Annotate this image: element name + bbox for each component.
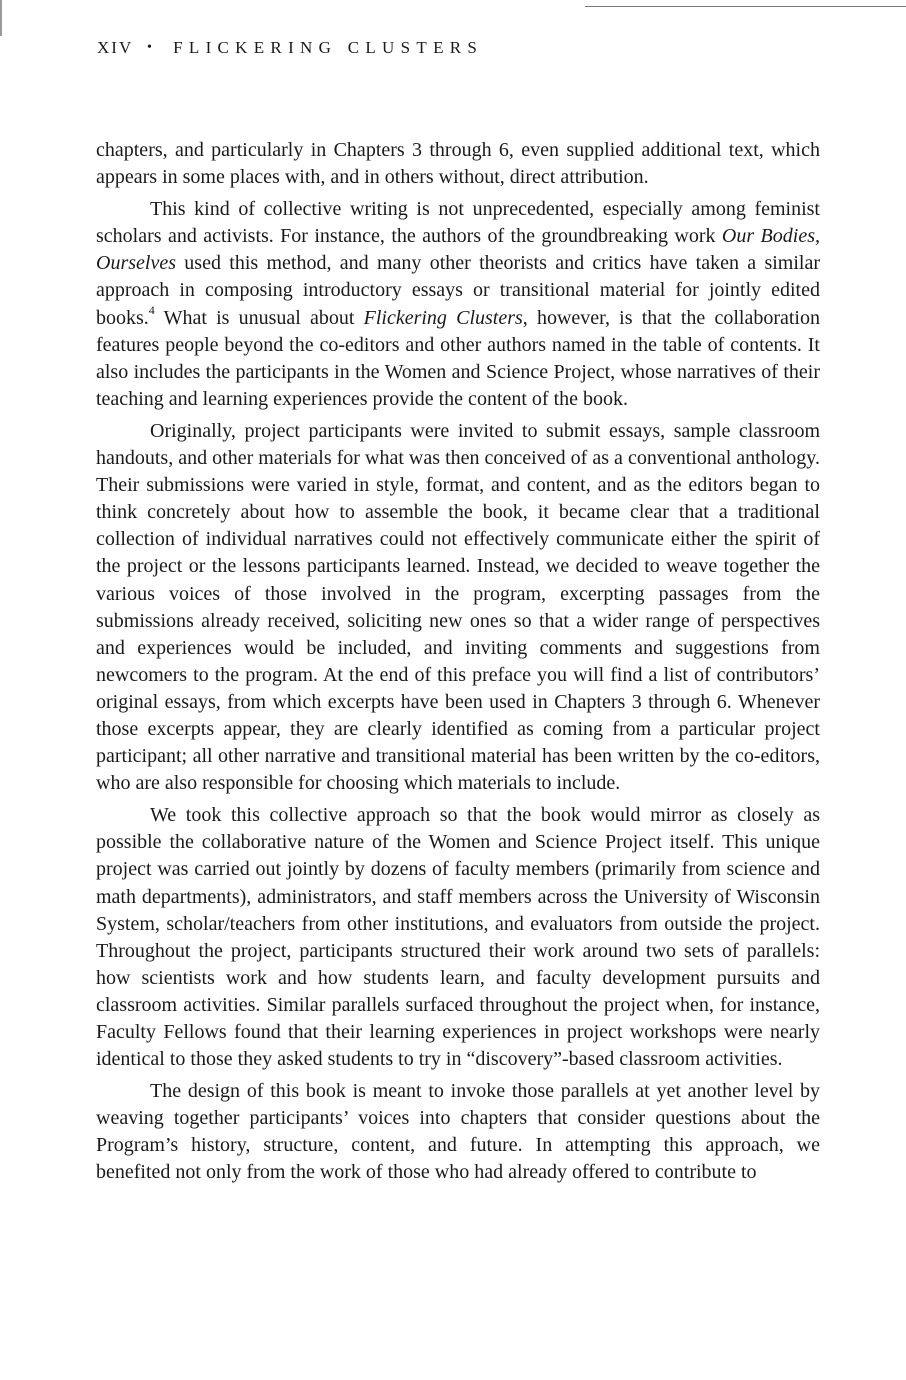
paragraph-4: We took this collective approach so that the book would mirror as closely as possible the collaborative nature of the Women and Science Project itself. This unique project was carried out jointly by dozens of faculty members (primarily from science and math departments), administrators, and staff members across the University of Wisconsin System, scholar/teachers from other institutions, and evaluators from outside the project. Throughout the project, participants structured their work around two sets of parallels: how scientists work and how students learn, and faculty development pursuits and classroom activities. Similar parallels surfaced throughout the project when, for instance, Faculty Fellows found that their learning experiences in project workshops were nearly identical to those they asked students to try in “discovery”-based classroom activities. xyxy=(96,804,820,1071)
paragraph-2-text-a: This kind of collective writing is not unprecedented, especially among feminist scholars and activists. For instance, the authors of the groundbreaking work xyxy=(96,198,820,248)
page-number: XIV xyxy=(97,38,134,57)
book-title: FLICKERING CLUSTERS xyxy=(173,38,484,57)
book-title-our-bodies: Our Bodies, Ourselves xyxy=(96,225,820,275)
paragraph-2-text-d: , however, is that the collaboration features people beyond the co-editors and other authors named in the table of contents. It also includes the participants in the Women and Science Project, whose narratives of their teaching and learning experiences provide the content of the book. xyxy=(96,306,820,410)
paragraph-1: chapters, and particularly in Chapters 3 through 6, even supplied additional text, which appears in some places with, and in others without, direct attribution. xyxy=(96,139,820,189)
top-edge-rule xyxy=(585,6,906,7)
footnote-marker: 4 xyxy=(148,302,155,317)
paragraph-3: Originally, project participants were invited to submit essays, sample classroom handouts, and other materials for what was then conceived of as a conventional anthology. Their submissions were varied in style, format, and content, and as the editors began to think concretely about how to assemble the book, it became clear that a traditional collection of individual narratives could not effectively communicate either the spirit of the project or the lessons participants learned. Instead, we decided to weave together the various voices of those involved in the program, excerpting passages from the submissions already received, soliciting new ones so that a wider range of perspectives and experiences would be included, and inviting comments and suggestions from newcomers to the program. At the end of this preface you will find a list of contributors’ original essays, from which excerpts have been used in Chapters 3 through 6. Whenever those excerpts appear, they are clearly identified as coming from a particular project participant; all other narrative and transitional material has been written by the co-editors, who are also responsible for choosing which materials to include. xyxy=(96,419,820,795)
left-edge-mark xyxy=(0,0,2,36)
body-text xyxy=(96,137,820,1192)
paragraph-5: The design of this book is meant to invoke those parallels at yet another level by weaving together participants’ voices into chapters that consider questions about the Program’s history, structure, content, and future. In attempting this approach, we benefited not only from the work of those who had already offered to contribute to xyxy=(96,1080,820,1184)
paragraph-2-text-b: used this method, and many other theorists and critics have taken a similar approach in composing introductory essays or transitional material for jointly edited books. xyxy=(96,252,820,329)
paragraph-2-text-c: What is unusual about xyxy=(154,306,364,329)
book-title-flickering-clusters: Flickering Clusters xyxy=(363,306,523,329)
running-header xyxy=(97,38,483,58)
header-separator: • xyxy=(146,40,156,55)
paragraph-2 xyxy=(96,196,820,413)
